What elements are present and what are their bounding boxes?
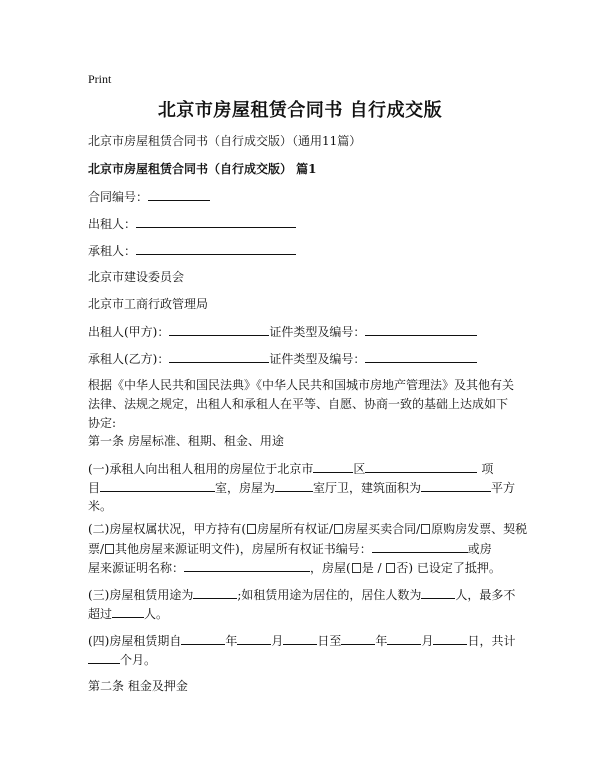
contract-number-label: 合同编号： (88, 190, 149, 204)
clause-4-line-1 (88, 631, 515, 651)
clause-4-text-h: 个月。 (120, 653, 157, 667)
clause-2-text-h: 屋来源证明名称： (88, 561, 185, 575)
clause-1-text-f: 室厅卫，建筑面积为 (313, 481, 422, 495)
party-b-id-blank (365, 349, 477, 363)
clause-4-text-d: 日至 (317, 634, 342, 648)
start-month-blank (237, 631, 271, 645)
clause-2-text-c: 房屋买卖合同/ (344, 522, 421, 536)
lessor-label: 出租人： (88, 217, 137, 231)
clause-1-text-c: 项 (481, 462, 494, 476)
section-heading: 北京市房屋租赁合同书（自行成交版） 篇1 (88, 162, 317, 176)
party-a-name-blank (169, 322, 269, 336)
clause-3-text-e: 人。 (144, 607, 169, 621)
party-b-name-blank (169, 349, 269, 363)
clause-4-line-2 (88, 650, 156, 670)
checkbox-other-docs[interactable] (105, 544, 114, 554)
clause-2-line-3 (88, 558, 501, 578)
party-a-id-label: 证件类型及编号： (269, 325, 366, 339)
article-2-heading: 第二条 租金及押金 (88, 679, 188, 693)
clause-3-text-a: (三)房屋租赁用途为 (88, 588, 194, 602)
lessor-row (88, 214, 296, 234)
layout-blank (275, 478, 313, 492)
usage-blank (193, 585, 237, 599)
cert-number-blank (372, 539, 468, 553)
end-year-blank (341, 631, 375, 645)
clause-2-text-e: 票/ (88, 542, 105, 556)
checkbox-sale-contract[interactable] (334, 524, 343, 534)
end-day-blank (433, 631, 467, 645)
clause-4-text-c: 月 (271, 634, 284, 648)
clause-2-text-g: 或房 (467, 542, 492, 556)
max-residents-blank (112, 604, 144, 618)
org-line-2: 北京市工商行政管理局 (88, 297, 209, 311)
source-doc-blank (184, 558, 310, 572)
clause-3-text-d: 超过 (88, 607, 113, 621)
party-b-label: 承租人(乙方)： (88, 352, 170, 366)
print-label: Print (88, 72, 112, 86)
area-blank (421, 478, 491, 492)
project-blank (365, 459, 477, 473)
clause-3-text-b: ;如租赁用途为居住的，居住人数为 (237, 588, 422, 602)
party-a-row (88, 322, 477, 342)
party-b-id-label: 证件类型及编号： (269, 352, 366, 366)
document-title: 北京市房屋租赁合同书 自行成交版 (157, 100, 443, 121)
start-day-blank (283, 631, 317, 645)
org-line-1: 北京市建设委员会 (88, 270, 185, 284)
clause-1-text-g: 平方 (491, 481, 516, 495)
clause-4-text-f: 月 (421, 634, 434, 648)
clause-2-text-i: ，房屋( (310, 561, 351, 575)
room-blank (100, 478, 215, 492)
checkbox-invoice[interactable] (421, 524, 430, 534)
clause-4-text-b: 年 (225, 634, 238, 648)
clause-3-text-c: 人，最多不 (455, 588, 516, 602)
document-subtitle: 北京市房屋租赁合同书（自行成交版）（通用11篇） (88, 134, 362, 148)
lessee-label: 承租人： (88, 244, 137, 258)
clause-2-line-2 (88, 539, 492, 559)
clause-3-line-2 (88, 604, 168, 624)
clause-1-text-b: 区 (353, 462, 366, 476)
contract-number-blank (148, 187, 210, 201)
clause-2-text-d: 原购房发票、契税 (431, 522, 528, 536)
lessor-blank (136, 214, 296, 228)
clause-2-text-j: 是 / (361, 561, 386, 575)
start-year-blank (181, 631, 225, 645)
checkbox-mortgage-yes[interactable] (352, 563, 361, 573)
lessee-blank (136, 241, 296, 255)
clause-1-text-d: 目 (88, 481, 101, 495)
district-blank (313, 459, 353, 473)
party-b-row (88, 349, 477, 369)
clause-4-text-e: 年 (375, 634, 388, 648)
party-a-id-blank (365, 322, 477, 336)
clause-4-text-g: 日，共计 (467, 634, 516, 648)
checkbox-ownership-cert[interactable] (247, 524, 256, 534)
clause-2-text-f: 其他房屋来源证明文件)，房屋所有权证书编号： (115, 542, 372, 556)
lessee-row (88, 241, 296, 261)
residents-blank (421, 585, 455, 599)
clause-1-line-2 (88, 478, 515, 498)
clause-1-text-a: (一)承租人向出租人租用的房屋位于北京市 (88, 462, 314, 476)
end-month-blank (387, 631, 421, 645)
clause-1-line-1 (88, 459, 493, 479)
clause-2-line-1 (88, 520, 527, 539)
clause-2-text-k: 否) 已设定了抵押。 (396, 561, 501, 575)
clause-4-text-a: (四)房屋租赁期自 (88, 634, 182, 648)
contract-number-row (88, 187, 210, 207)
months-total-blank (88, 650, 120, 664)
clause-1-line-3: 米。 (88, 499, 113, 513)
preamble-paragraph: 根据《中华人民共和国民法典》《中华人民共和国城市房地产管理法》及其他有关法律、法规之规定，出租人和承租人在平等、自愿、协商一致的基础上达成如下协定: (88, 378, 515, 430)
clause-1-text-e: 室，房屋为 (215, 481, 276, 495)
clause-3-line-1 (88, 585, 515, 605)
clause-2-text-b: 房屋所有权证/ (257, 522, 334, 536)
party-a-label: 出租人(甲方)： (88, 325, 170, 339)
clause-2-text-a: (二)房屋权属状况，甲方持有( (88, 522, 247, 536)
checkbox-mortgage-no[interactable] (386, 563, 395, 573)
article-1-heading: 第一条 房屋标准、租期、租金、用途 (88, 434, 284, 448)
